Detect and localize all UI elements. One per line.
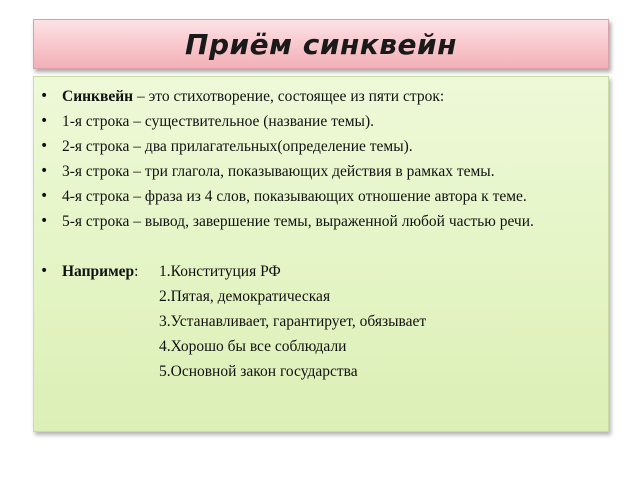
- title-box: [33, 19, 609, 69]
- bullet-text: 3-я строка – три глагола, показывающих действия в рамках темы.: [62, 163, 495, 180]
- example-line-3: 3.Устанавливает, гарантирует, обязывает: [159, 313, 427, 330]
- example-line: [34, 359, 608, 384]
- bullet-icon: •: [40, 213, 49, 229]
- example-line-1: 1.Конституция РФ: [159, 263, 281, 280]
- bullet-icon: •: [40, 113, 49, 129]
- slide-title: Приём синквейн: [185, 27, 457, 61]
- bullet-icon: •: [40, 138, 49, 154]
- bullet-icon: •: [40, 263, 49, 279]
- example-line: [34, 284, 608, 309]
- bullet-line-4: [34, 185, 608, 208]
- bullet-icon: •: [40, 188, 49, 204]
- example-line-4: 4.Хорошо бы все соблюдали: [159, 338, 347, 355]
- bullet-line-1: [34, 110, 608, 133]
- bullet-text: 1-я строка – существительное (название темы).: [62, 113, 374, 130]
- example-first-line: [34, 259, 608, 284]
- example-label-colon: :: [134, 263, 139, 280]
- bullet-line-5: [34, 210, 608, 233]
- bullet-definition: [34, 85, 608, 108]
- example-line: [34, 309, 608, 334]
- bullet-text: 2-я строка – два прилагательных(определение темы).: [62, 138, 413, 155]
- bullet-text: 4-я строка – фраза из 4 слов, показывающих отношение автора к теме.: [62, 188, 527, 205]
- example-label: [62, 259, 159, 284]
- bullet-line-3: [34, 160, 608, 183]
- example-line-2: 2.Пятая, демократическая: [159, 288, 331, 305]
- spacer: [34, 235, 608, 259]
- example-label-text: Например: [62, 263, 135, 280]
- term-sinkvein: Синквейн: [62, 88, 134, 105]
- bullet-icon: •: [40, 163, 49, 179]
- definition-text: – это стихотворение, состоящее из пяти строк:: [133, 88, 445, 105]
- bullet-list: [34, 85, 608, 384]
- bullet-line-2: [34, 135, 608, 158]
- example-line-5: 5.Основной закон государства: [159, 363, 358, 380]
- content-box: [33, 76, 609, 432]
- bullet-text: 5-я строка – вывод, завершение темы, выраженной любой частью речи.: [62, 213, 534, 230]
- example-line: [34, 334, 608, 359]
- bullet-icon: •: [40, 88, 49, 104]
